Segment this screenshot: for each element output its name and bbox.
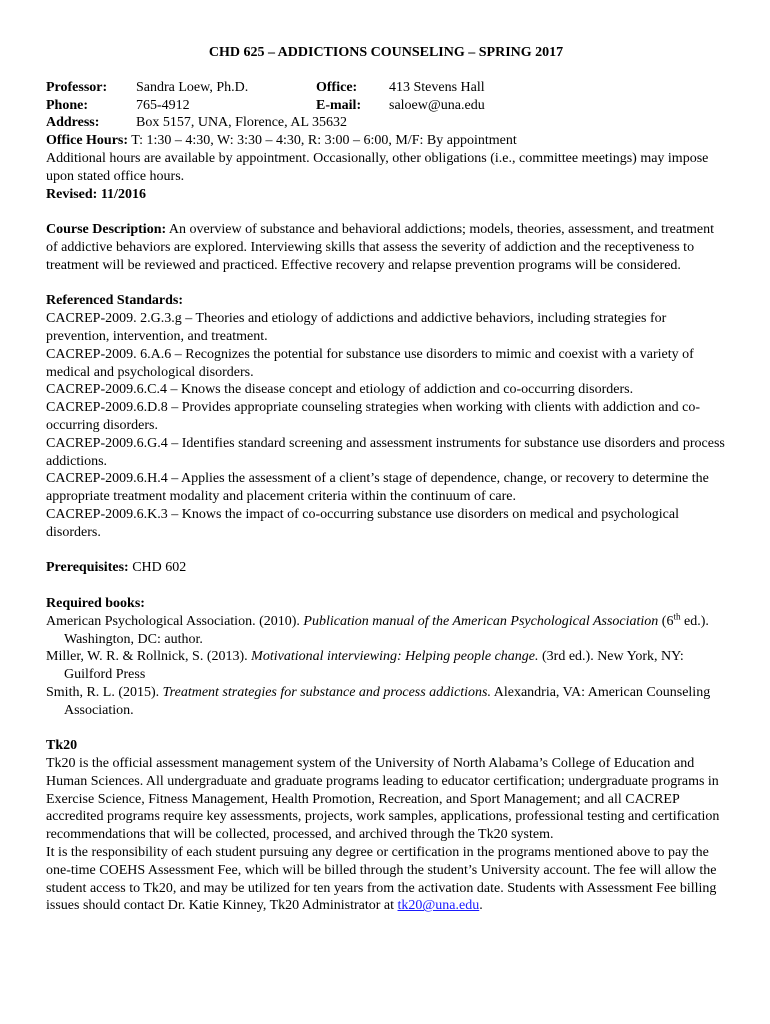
office-hours-label: Office Hours:: [46, 133, 129, 149]
tk20-heading: Tk20: [46, 738, 78, 754]
prerequisites-value: CHD 602: [128, 560, 187, 576]
page-title: CHD 625 – ADDICTIONS COUNSELING – SPRING 2017: [208, 45, 564, 60]
address-label: Address:: [46, 115, 100, 131]
tk20-paragraph: Tk20 is the official assessment management system of the University of North Alabama’s College of Education and Human Sciences. All undergraduate and graduate programs leading to educator certification; undergraduate programs in Exercise Science, Fitness Management, Health Promotion, Recreation, and Sport Management; and all CACREP accredited programs require key assessments, projects, work samples, applications, professional testing and certification recommendations that will be collected, processed, and archived through the Tk20 system.: [46, 756, 720, 843]
book-citation: Smith, R. L. (2015). Treatment strategies for substance and process addictions. Alexandria, VA: American Counseling Association.: [46, 684, 711, 718]
address-row: [46, 114, 726, 132]
standards-heading: Referenced Standards:: [46, 293, 184, 309]
additional-hours-note: Additional hours are available by appointment. Occasionally, other obligations (i.e., committee meetings) may impose upon stated office hours.: [46, 150, 709, 184]
address-value: Box 5157, UNA, Florence, AL 35632: [136, 115, 348, 131]
standard-item: CACREP-2009.6.H.4 – Applies the assessment of a client’s stage of dependence, change, or recovery to determine the appropriate treatment modality and placement criteria within the continuum of care.: [46, 471, 709, 505]
prerequisites-label: Prerequisites:: [46, 560, 129, 576]
office-value: 413 Stevens Hall: [389, 79, 485, 95]
syllabus-page: [46, 44, 726, 915]
professor-label: Professor:: [46, 79, 108, 95]
email-value: saloew@una.edu: [389, 97, 485, 113]
phone-value: 765-4912: [136, 97, 190, 113]
tk20-email-link[interactable]: tk20@una.edu: [397, 898, 480, 914]
standard-item: CACREP-2009.6.C.4 – Knows the disease concept and etiology of addiction and co-occurring disorders.: [46, 382, 634, 398]
standard-item: CACREP-2009.6.G.4 – Identifies standard screening and assessment instruments for substance use disorders and process addictions.: [46, 435, 725, 469]
office-label: Office:: [316, 79, 358, 95]
standard-item: CACREP-2009.6.D.8 – Provides appropriate counseling strategies when working with clients with addiction and co-occurring disorders.: [46, 400, 701, 433]
tk20-fee-paragraph: It is the responsibility of each student pursuing any degree or certification in the programs mentioned above to pay the one-time COEHS Assessment Fee, which will be billed through the student’s University account. The fee will allow the student access to Tk20, and may be utilized for ten years from the activation date. Students with Assessment Fee billing issues should contact Dr. Katie Kinney, Tk20 Administrator at tk20@una.edu.: [46, 845, 717, 914]
course-description: [46, 221, 726, 274]
book-citation: Miller, W. R. & Rollnick, S. (2013). Motivational interviewing: Helping people change. (3rd ed.). New York, NY: Guilford Press: [46, 649, 684, 683]
office-hours-value: T: 1:30 – 4:30, W: 3:30 – 4:30, R: 3:00 – 6:00, M/F: By appointment: [128, 133, 517, 149]
required-books-heading: Required books:: [46, 595, 145, 611]
standard-item: CACREP-2009.6.K.3 – Knows the impact of co-occurring substance use disorders on medical and psychological disorders.: [46, 506, 679, 540]
professor-name: Sandra Loew, Ph.D.: [136, 79, 249, 95]
standard-item: CACREP-2009. 6.A.6 – Recognizes the potential for substance use disorders to mimic and coexist with a variety of medical and psychological disorders.: [46, 346, 694, 380]
phone-label: Phone:: [46, 97, 88, 113]
email-label: E-mail:: [316, 97, 362, 113]
professor-row: [46, 79, 726, 97]
office-hours: [46, 132, 726, 150]
course-description-label: Course Description:: [46, 222, 167, 238]
standard-item: CACREP-2009. 2.G.3.g – Theories and etiology of addictions and addictive behaviors, including strategies for prevention, intervention, and treatment.: [46, 311, 667, 344]
prerequisites: [46, 559, 726, 577]
phone-row: [46, 97, 726, 115]
book-citation: American Psychological Association. (2010). Publication manual of the American Psychological Association (6th ed.). Washington, DC: author.: [46, 611, 709, 647]
revised-date: Revised: 11/2016: [46, 186, 146, 202]
course-description-text: An overview of substance and behavioral addictions; models, theories, assessment, and treatment of addictive behaviors are explored. Interviewing skills that assess the severity of addiction and the receptiveness to treatment will be reviewed and practiced. Effective recovery and relapse prevention programs will be considered.: [46, 222, 714, 273]
